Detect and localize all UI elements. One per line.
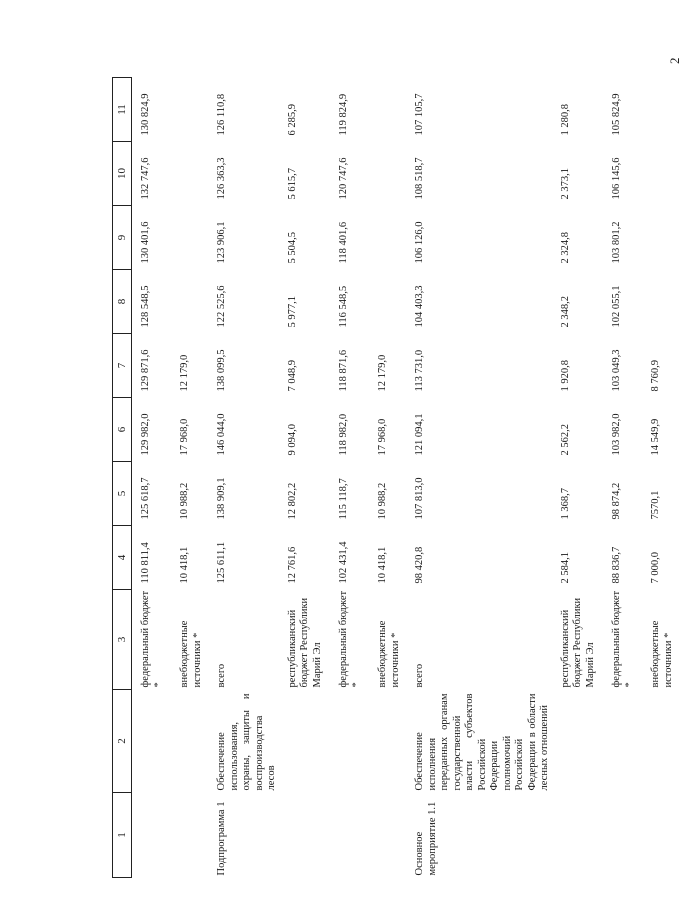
rotated-table-block [112,78,674,878]
funding-source: внебюджетные источники * [179,620,203,688]
table-row [204,78,279,878]
year-value-9 [165,206,204,270]
column-header-5: 5 [113,462,132,526]
year-value-8: 104 403,3 [414,285,425,328]
year-value-4: 88 836,7 [611,546,622,584]
year-value-9: 123 906,1 [216,221,227,264]
year-value-10: 126 363,3 [216,157,227,200]
year-value-4: 98 420,8 [414,546,425,584]
year-value-6: 17 968,0 [377,418,388,456]
year-value-7: 113 731,0 [414,349,425,392]
year-value-5: 98 874,2 [611,482,622,520]
year-value-5: 12 802,2 [286,482,298,520]
year-value-4: 102 431,4 [338,541,349,584]
program-description: Обеспечение использования, охраны, защиты и воспроизводства лесов [216,693,277,791]
year-value-11 [636,78,675,142]
year-value-7: 138 099,5 [216,349,227,392]
column-header-1: 1 [113,793,132,878]
year-value-11: 107 105,7 [414,93,425,136]
year-value-5: 125 618,7 [140,477,151,520]
program-name [363,793,402,878]
funding-source: внебюджетные источники * [377,620,401,688]
table-row [552,78,598,878]
year-value-9: 130 401,6 [140,221,151,264]
year-value-7: 129 871,6 [140,349,151,392]
page-number: 2 [667,57,682,64]
year-value-11 [363,78,402,142]
program-name [324,793,363,878]
program-name: Основное мероприятие 1.1 [414,801,438,876]
program-name [165,793,204,878]
year-value-11: 1 280,8 [559,104,571,136]
program-description [165,690,204,793]
column-header-7: 7 [113,334,132,398]
year-value-4: 7 000,0 [650,552,661,584]
year-value-7: 12 179,0 [377,354,388,392]
year-value-6: 103 982,0 [611,413,622,456]
table-row [402,78,552,878]
year-value-7: 1 920,8 [559,360,571,392]
table-row [597,78,636,878]
funding-source: внебюджетные источники * [650,620,674,688]
column-header-4: 4 [113,526,132,590]
program-name [636,793,675,878]
year-value-10: 5 615,7 [286,168,298,200]
program-description [363,690,402,793]
year-value-11: 119 824,9 [338,93,349,136]
program-description [324,690,363,793]
year-value-4: 110 811,4 [140,542,151,584]
year-value-8: 102 055,1 [611,285,622,328]
year-value-8: 2 348,2 [559,296,571,328]
year-value-5: 138 909,1 [216,477,227,520]
year-value-10: 108 518,7 [414,157,425,200]
funding-source: федеральный бюджет * [338,590,362,688]
funding-source: республиканский бюджет Республики Марий Эл [559,597,596,688]
table-row [165,78,204,878]
year-value-6: 17 968,0 [179,418,190,456]
header-row [113,78,132,878]
year-value-11: 126 110,8 [216,93,227,136]
column-header-10: 10 [113,142,132,206]
year-value-5: 1 368,7 [559,488,571,520]
year-value-10 [363,142,402,206]
table-row [132,78,166,878]
program-description: Обеспечение исполнения переданных органам государственной власти субъектов Российской Федерации полномочий Российской Федерации в области лесных отношений [414,693,550,791]
year-value-9 [363,206,402,270]
year-value-8: 5 977,1 [286,296,298,328]
year-value-6: 146 044,0 [216,413,227,456]
year-value-9: 2 324,8 [559,232,571,264]
program-description [597,690,636,793]
year-value-5: 7570,1 [650,490,661,520]
year-value-8 [165,270,204,334]
year-value-4: 2 584,1 [559,552,571,584]
year-value-4: 12 761,6 [286,546,298,584]
program-description [132,690,166,793]
column-header-2: 2 [113,690,132,793]
program-name [132,793,166,878]
year-value-9: 118 401,6 [338,221,349,264]
column-header-6: 6 [113,398,132,462]
funding-source: всего [414,663,425,688]
year-value-5: 10 988,2 [377,482,388,520]
funding-source: всего [216,663,227,688]
year-value-7: 12 179,0 [179,354,190,392]
program-description [636,690,675,793]
year-value-9: 106 126,0 [414,221,425,264]
year-value-10 [165,142,204,206]
program-name [279,793,325,878]
year-value-7: 118 871,6 [338,349,349,392]
funding-source: федеральный бюджет * [611,590,635,688]
year-value-9 [636,206,675,270]
year-value-9: 5 504,5 [286,232,298,264]
year-value-8: 128 548,5 [140,285,151,328]
year-value-9: 103 801,2 [611,221,622,264]
year-value-7: 7 048,9 [286,360,298,392]
year-value-10: 106 145,6 [611,157,622,200]
year-value-4: 10 418,1 [377,546,388,584]
program-name [552,793,598,878]
year-value-6: 2 562,2 [559,424,571,456]
year-value-6: 129 982,0 [140,413,151,456]
year-value-6: 14 549,9 [650,418,661,456]
year-value-8: 122 525,6 [216,285,227,328]
year-value-8 [636,270,675,334]
year-value-11: 130 824,9 [140,93,151,136]
program-description [279,690,325,793]
funding-source: республиканский бюджет Республики Марий Эл [286,597,323,688]
year-value-6: 121 094,1 [414,413,425,456]
year-value-10: 120 747,6 [338,157,349,200]
year-value-5: 115 118,7 [338,478,349,520]
year-value-5: 107 813,0 [414,477,425,520]
year-value-8: 116 548,5 [338,285,349,328]
table-row [363,78,402,878]
year-value-5: 10 988,2 [179,482,190,520]
column-header-11: 11 [113,78,132,142]
year-value-10: 132 747,6 [140,157,151,200]
column-header-8: 8 [113,270,132,334]
year-value-7: 103 049,3 [611,349,622,392]
year-value-11 [165,78,204,142]
year-value-6: 118 982,0 [338,413,349,456]
year-value-4: 125 611,1 [216,541,227,584]
program-description [552,690,598,793]
year-value-10 [636,142,675,206]
year-value-11: 6 285,9 [286,104,298,136]
program-name: Подпрограмма 1 [216,801,227,876]
table-row [636,78,675,878]
year-value-10: 2 373,1 [559,168,571,200]
funding-source: федеральный бюджет * [140,590,164,688]
year-value-11: 105 824,9 [611,93,622,136]
table-row [279,78,325,878]
program-name [597,793,636,878]
year-value-7: 8 760,9 [650,360,661,392]
table-row [324,78,363,878]
year-value-8 [363,270,402,334]
year-value-4: 10 418,1 [179,546,190,584]
column-header-9: 9 [113,206,132,270]
column-header-3: 3 [113,590,132,690]
year-value-6: 9 094,0 [286,424,298,456]
budget-table [112,77,675,878]
